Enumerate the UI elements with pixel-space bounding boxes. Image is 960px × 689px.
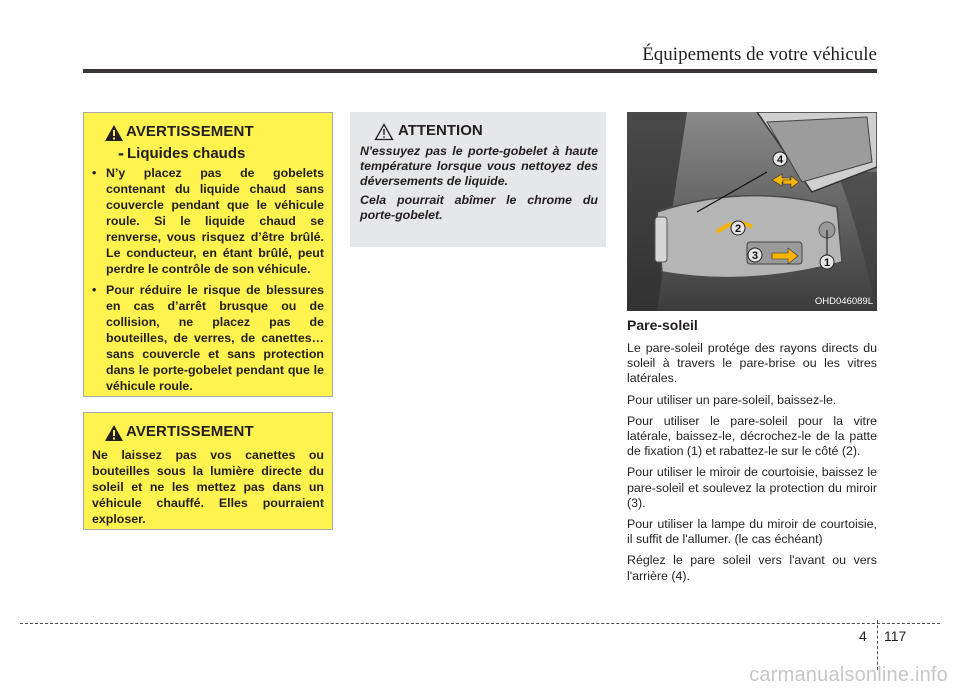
warning-bullet-list xyxy=(92,165,324,394)
watermark: carmanualsonline.info xyxy=(749,664,948,686)
warning-title: AVERTISSEMENT xyxy=(126,123,254,140)
caution-box xyxy=(350,112,606,247)
header-rule xyxy=(83,69,877,73)
warning-subtitle xyxy=(92,143,324,161)
sun-visor-illustration xyxy=(627,112,877,311)
chapter-number: 4 xyxy=(859,628,867,644)
sun-visor-section xyxy=(627,317,877,590)
caution-title: ATTENTION xyxy=(398,122,483,139)
caution-triangle-icon xyxy=(374,123,394,141)
warning-bullet-item: • Pour réduire le risque de blessures en cas d’arrêt brusque ou de collision, ne placez pas de bouteilles, de verres, de canettes…sans couvercle et sans protection dans le porte-gobelet pendant que le véhicule roule. xyxy=(92,282,324,394)
page-header-title: Équipements de votre véhicule xyxy=(642,44,877,65)
section-heading: Pare-soleil xyxy=(627,317,698,333)
warning-header xyxy=(92,123,324,143)
caution-text-2: Cela pourrait abîmer le chrome du porte-gobelet. xyxy=(360,193,598,222)
section-paragraph: Pour utiliser le pare-soleil pour la vitre latérale, baissez-le, décrochez-le de la patte de fixation (1) et rabattez-le sur le côté (2). xyxy=(627,413,877,459)
caution-header xyxy=(360,122,598,142)
callout-4: 4 xyxy=(776,154,784,166)
figure-reference: OHD046089L xyxy=(814,296,873,307)
callout-1: 1 xyxy=(823,257,831,269)
warning-bullet-item: • N’y placez pas de gobelets contenant du liquide chaud sans couvercle pendant que le véhicule roule. Si le liquide chaud se renverse, vous risquez d’être brûlé. Le conducteur, en étant brûlé, peut perdre le contrôle de son véhicule. xyxy=(92,165,324,277)
callout-2: 2 xyxy=(734,223,742,235)
section-paragraph: Pour utiliser le miroir de courtoisie, baissez le pare-soleil et soulevez la protection du miroir (3). xyxy=(627,465,877,510)
warning-text: Ne laissez pas vos canettes ou bouteilles sous la lumière directe du soleil et ne les mettez pas dans un véhicule chauffé. Elles pourraient exploser. xyxy=(92,448,324,526)
footer-rule xyxy=(20,623,940,624)
warning-box-cans xyxy=(83,412,333,530)
warning-box-hot-liquids xyxy=(83,112,333,397)
section-paragraph: Pour utiliser la lampe du miroir de courtoisie, il suffit de l'allumer. (le cas échéant) xyxy=(627,517,877,547)
footer-divider xyxy=(877,620,878,670)
section-paragraph: Réglez le pare soleil vers l'avant ou vers l'arrière (4). xyxy=(627,553,877,583)
section-paragraph: Pour utiliser un pare-soleil, baissez-le. xyxy=(627,392,837,407)
warning-triangle-icon xyxy=(104,124,124,142)
callout-3: 3 xyxy=(751,250,759,262)
warning-triangle-icon xyxy=(104,424,124,442)
warning-title: AVERTISSEMENT xyxy=(126,423,254,440)
warning-header xyxy=(92,423,324,443)
subtitle-text: Liquides chauds xyxy=(127,145,246,162)
section-paragraph: Le pare-soleil protége des rayons directs du soleil à travers le pare-brise ou les vitres latérales. xyxy=(627,341,877,386)
caution-text-1: N'essuyez pas le porte-gobelet à haute température lorsque vous nettoyez des déversements de liquide. xyxy=(360,144,598,188)
subtitle-dash: - xyxy=(118,143,124,163)
page-number: 117 xyxy=(884,628,907,644)
sun-visor-photo xyxy=(627,112,877,311)
